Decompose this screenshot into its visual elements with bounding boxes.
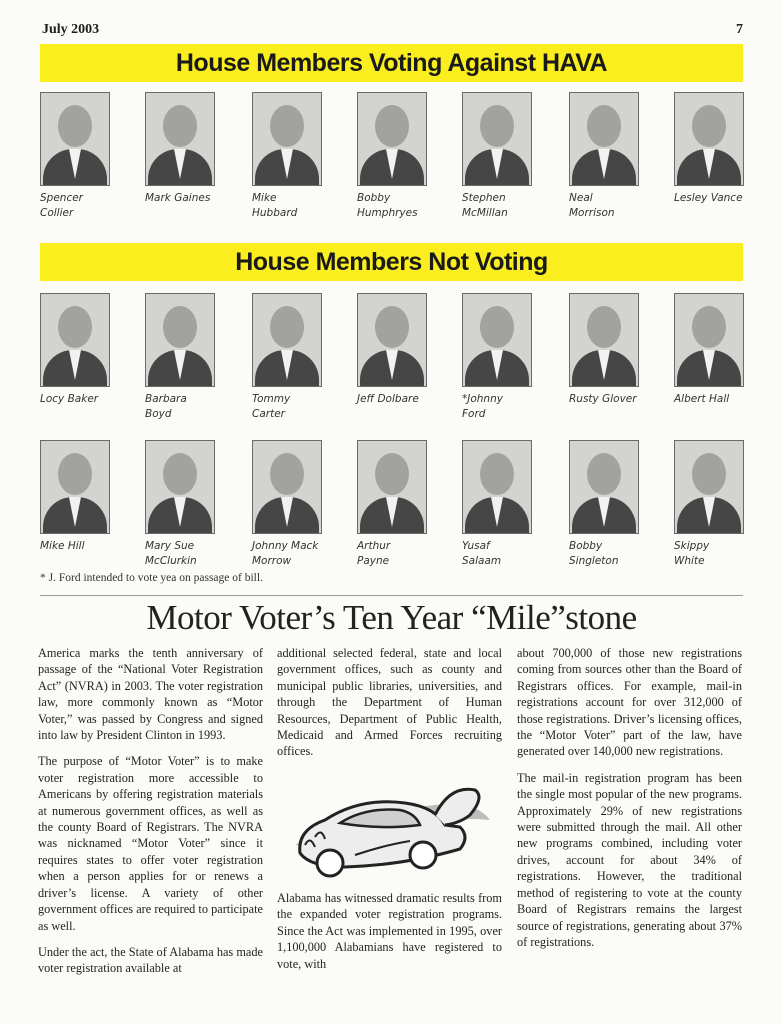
paragraph: Alabama has witnessed dramatic results from the expanded voter registration programs. Since the Act was implemented in 1995, over 1,100,000 Alabamians have registered to vote, with [277, 891, 502, 971]
member-name: Bobby Humphryes [357, 192, 418, 219]
member-name: Bobby Singleton [569, 540, 619, 567]
rear-wheel [410, 842, 436, 868]
member-name: Yusaf Salaam [462, 540, 502, 567]
member-photo [674, 440, 744, 534]
member-card [40, 92, 135, 221]
paragraph: additional selected federal, state and local government offices, such as county and municipal public libraries, universities, and through the Department of Human Resources, Department of Public Health, Medicaid and Armed Forces recruiting offices. [277, 646, 502, 759]
article-headline: Motor Voter’s Ten Year “Mile”stone [146, 598, 637, 637]
member-photo [462, 440, 532, 534]
member-card [252, 293, 347, 422]
member-card [462, 440, 557, 569]
member-name: Mike Hill [40, 540, 85, 552]
member-name: Arthur Payne [357, 540, 391, 567]
paragraph: The purpose of “Motor Voter” is to make voter registration more accessible to Americans by offering registration materials at numerous government offices, as well as the county Board of Registrars. The NVRA was nicknamed “Motor Voter” since it requires states to offer voter registration when a person applies for or renews a driver’s license. A variety of other government offices are required to participate as well. [38, 754, 263, 933]
member-card [40, 440, 135, 554]
member-card [145, 293, 240, 422]
member-name: Neal Morrison [569, 192, 615, 219]
member-card [569, 440, 664, 569]
member-card [252, 440, 347, 569]
paragraph: The mail-in registration program has been the single most popular of the new programs. Approximately 29% of new registrations were submitted through the mail. All other new programs combined, including voter drives, account for about 34% of registrations. However, the traditional method of registering to vote at the county Board of Registrars remains the largest source of registrations, generating about 37% of registrations. [517, 770, 742, 949]
member-photo [252, 92, 322, 186]
member-name: Mary Sue McClurkin [145, 540, 197, 567]
article-column-3 [517, 645, 742, 960]
member-card [357, 440, 452, 569]
member-name: Albert Hall [674, 393, 730, 405]
member-photo [569, 92, 639, 186]
article-column-2-top [277, 645, 502, 770]
member-card [674, 293, 769, 407]
member-name: *Johnny Ford [462, 393, 503, 420]
member-card [145, 440, 240, 569]
member-card [569, 293, 664, 407]
member-photo [40, 293, 110, 387]
footnote: * J. Ford intended to vote yea on passage of bill. [40, 572, 263, 584]
member-name: Mike Hubbard [252, 192, 298, 219]
member-photo [252, 293, 322, 387]
front-wheel [317, 850, 343, 876]
member-photo [145, 293, 215, 387]
member-name: Jeff Dolbare [357, 393, 419, 405]
member-photo [252, 440, 322, 534]
member-name: Mark Gaines [145, 192, 211, 204]
article-column-2-bottom [277, 890, 502, 982]
member-name: Stephen McMillan [462, 192, 508, 219]
member-name: Barbara Boyd [145, 393, 187, 420]
member-card [145, 92, 240, 206]
page-number: 7 [736, 22, 743, 37]
member-photo [462, 92, 532, 186]
member-card [462, 293, 557, 422]
member-name: Johnny Mack Morrow [252, 540, 319, 567]
member-name: Rusty Glover [569, 393, 637, 405]
member-photo [357, 293, 427, 387]
paragraph: America marks the tenth anniversary of passage of the “National Voter Registration Act” (NVRA) in 2003. The voter registration law, more commonly known as “Motor Voter,” was passed by Congress and signed into law by President Clinton in 1993. [38, 646, 263, 743]
member-photo [674, 293, 744, 387]
divider-rule [40, 595, 743, 596]
member-name: Spencer Collier [40, 192, 83, 219]
member-card [357, 293, 452, 407]
member-photo [145, 92, 215, 186]
section-banner-against: House Members Voting Against HAVA [40, 44, 743, 82]
member-card [40, 293, 135, 407]
member-card [569, 92, 664, 221]
member-photo [357, 440, 427, 534]
member-card [462, 92, 557, 221]
member-card [357, 92, 452, 221]
member-photo [569, 293, 639, 387]
member-photo [40, 92, 110, 186]
member-photo [462, 293, 532, 387]
issue-date: July 2003 [42, 22, 100, 37]
member-name: Skippy White [674, 540, 710, 567]
member-photo [40, 440, 110, 534]
member-photo [674, 92, 744, 186]
member-card [674, 440, 769, 569]
section-banner-not-voting: House Members Not Voting [40, 243, 743, 281]
member-name: Lesley Vance [674, 192, 743, 204]
member-card [252, 92, 347, 221]
member-card [674, 92, 769, 206]
member-name: Tommy Carter [252, 393, 291, 420]
member-photo [145, 440, 215, 534]
paragraph: Under the act, the State of Alabama has made voter registration available at [38, 944, 263, 976]
car-spoiler [435, 789, 479, 825]
member-name: Locy Baker [40, 393, 99, 405]
member-photo [569, 440, 639, 534]
car-illustration [285, 775, 495, 885]
member-photo [357, 92, 427, 186]
article-column-1 [38, 645, 263, 987]
paragraph: about 700,000 of those new registrations coming from sources other than the Board of Registrars offices. For example, mail-in registrations account for over 312,000 of those registrations. Driver’s licensing offices, the “Motor Voter” part of the law, have generated over 140,000 new registrations. [517, 646, 742, 759]
